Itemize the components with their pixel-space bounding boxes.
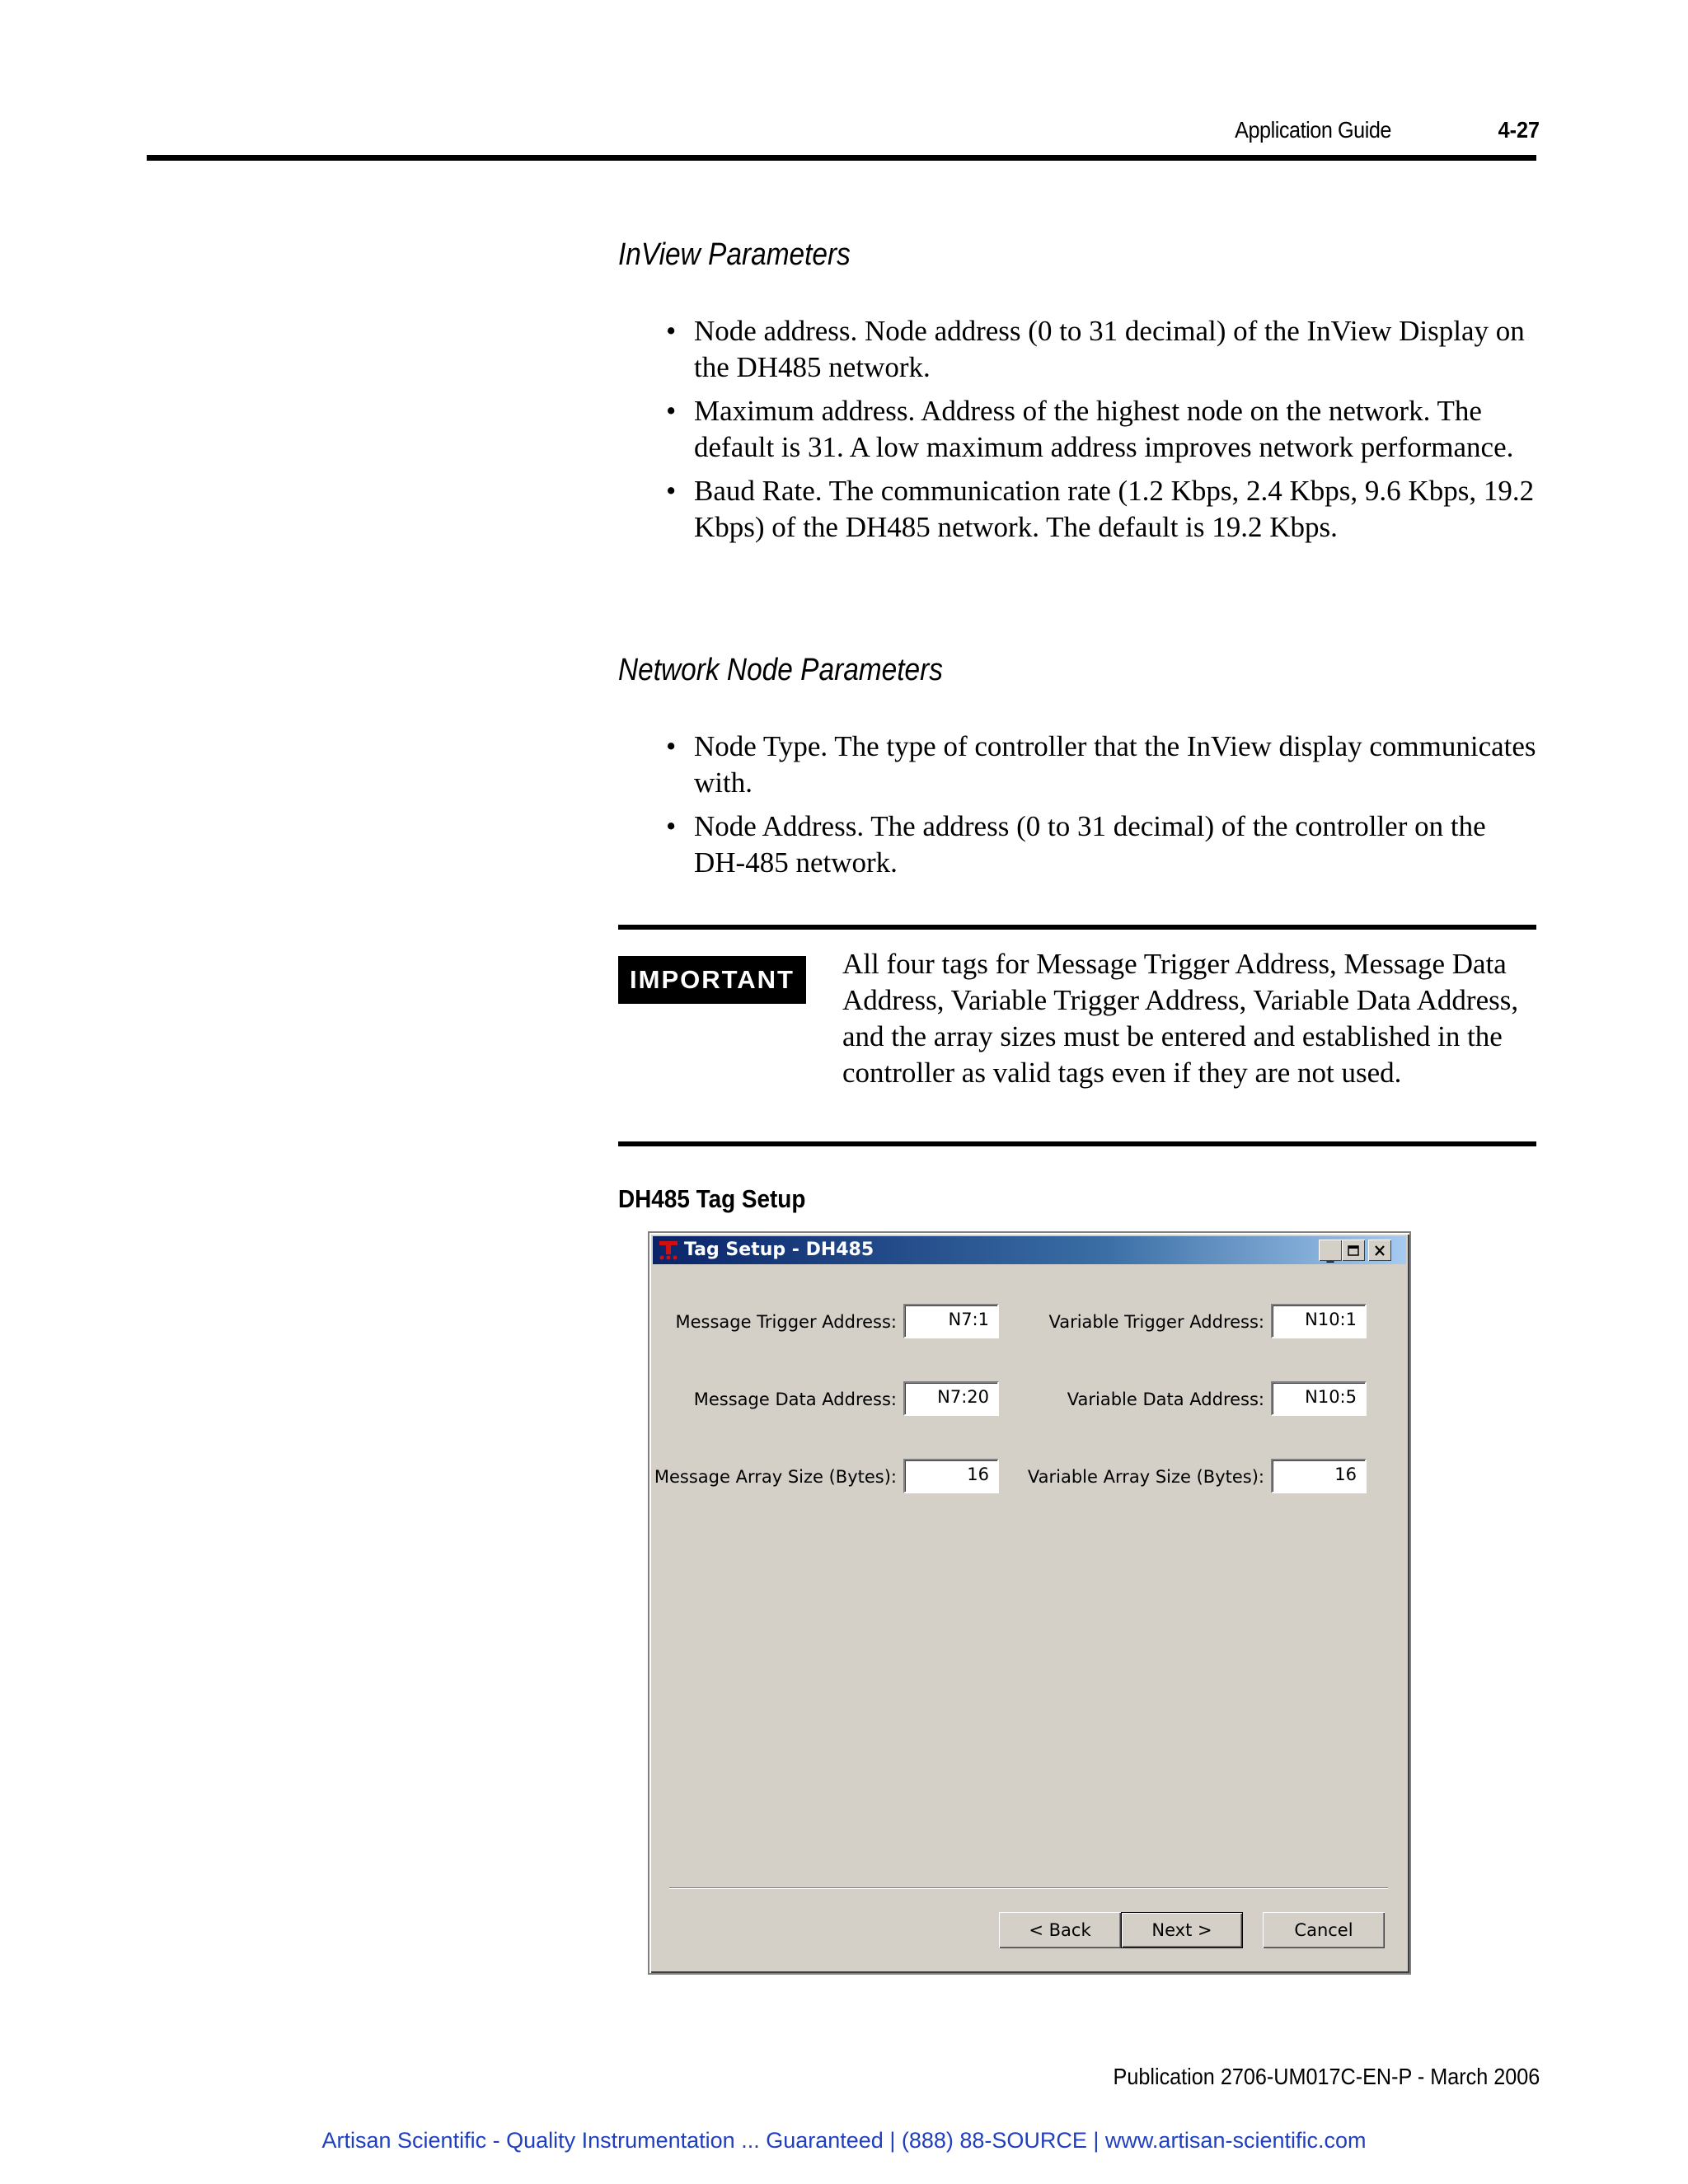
variable-trigger-address-label: Variable Trigger Address: xyxy=(1048,1312,1264,1332)
publication-footer: Publication 2706-UM017C-EN-P - March 2006 xyxy=(1113,2064,1540,2089)
list-item: • Baud Rate. The communication rate (1.2 Kbps, 2.4 Kbps, 9.6 Kbps, 19.2 Kbps) of the DH485 network. The default is 19.2 Kbps. xyxy=(666,473,1540,546)
list-item: • Node Address. The address (0 to 31 decimal) of the controller on the DH-485 network. xyxy=(666,808,1540,881)
variable-data-address-label: Variable Data Address: xyxy=(1067,1390,1264,1409)
list-item: • Node address. Node address (0 to 31 decimal) of the InView Display on the DH485 network. xyxy=(666,313,1540,386)
network-node-parameters-heading: Network Node Parameters xyxy=(618,653,944,687)
variable-array-size-label: Variable Array Size (Bytes): xyxy=(1027,1467,1264,1487)
inview-parameters-heading: InView Parameters xyxy=(618,237,851,272)
figure-title: DH485 Tag Setup xyxy=(618,1184,806,1213)
tag-setup-dialog xyxy=(648,1231,1411,1975)
message-array-size-input[interactable]: 16 xyxy=(903,1459,999,1493)
network-node-parameters-list xyxy=(666,729,1540,888)
header-rule xyxy=(147,155,1536,161)
variable-data-address-input[interactable]: N10:5 xyxy=(1271,1381,1367,1416)
inview-parameters-list xyxy=(666,313,1540,553)
variable-trigger-address-input[interactable]: N10:1 xyxy=(1271,1304,1367,1338)
message-array-size-label: Message Array Size (Bytes): xyxy=(654,1467,897,1487)
close-icon[interactable] xyxy=(1368,1240,1391,1261)
minimize-icon[interactable]: _ xyxy=(1319,1240,1342,1261)
message-trigger-address-label: Message Trigger Address: xyxy=(675,1312,897,1332)
message-trigger-address-input[interactable]: N7:1 xyxy=(903,1304,999,1338)
important-text: All four tags for Message Trigger Address, Message Data Address, Variable Trigger Address, Variable Data Address, and the array sizes must be entered and established in the controller as valid tags even if they are not used. xyxy=(842,948,1519,1089)
important-bottom-rule xyxy=(618,1141,1536,1146)
important-top-rule xyxy=(618,925,1536,930)
dialog-separator xyxy=(669,1887,1388,1889)
cancel-button[interactable]: Cancel xyxy=(1263,1912,1385,1948)
maximize-icon[interactable] xyxy=(1342,1240,1365,1261)
page-number: 4-27 xyxy=(1498,117,1540,143)
message-data-address-label: Message Data Address: xyxy=(693,1390,897,1409)
list-item: • Node Type. The type of controller that the InView display communicates with. xyxy=(666,729,1540,801)
important-badge: IMPORTANT xyxy=(618,956,806,1004)
running-header-title: Application Guide xyxy=(1235,117,1391,143)
variable-array-size-input[interactable]: 16 xyxy=(1271,1459,1367,1493)
list-item: • Maximum address. Address of the highest node on the network. The default is 31. A low maximum address improves network performance. xyxy=(666,393,1540,466)
app-icon xyxy=(658,1240,679,1261)
dialog-title-bar[interactable] xyxy=(653,1236,1406,1264)
dialog-title: Tag Setup - DH485 xyxy=(684,1240,874,1260)
artisan-footer-link[interactable]: Artisan Scientific - Quality Instrumentation ... Guaranteed | (888) 88-SOURCE | www.artisan-scientific.com xyxy=(321,2128,1367,2153)
next-button[interactable]: Next > xyxy=(1121,1912,1243,1948)
back-button[interactable]: < Back xyxy=(999,1912,1121,1948)
message-data-address-input[interactable]: N7:20 xyxy=(903,1381,999,1416)
